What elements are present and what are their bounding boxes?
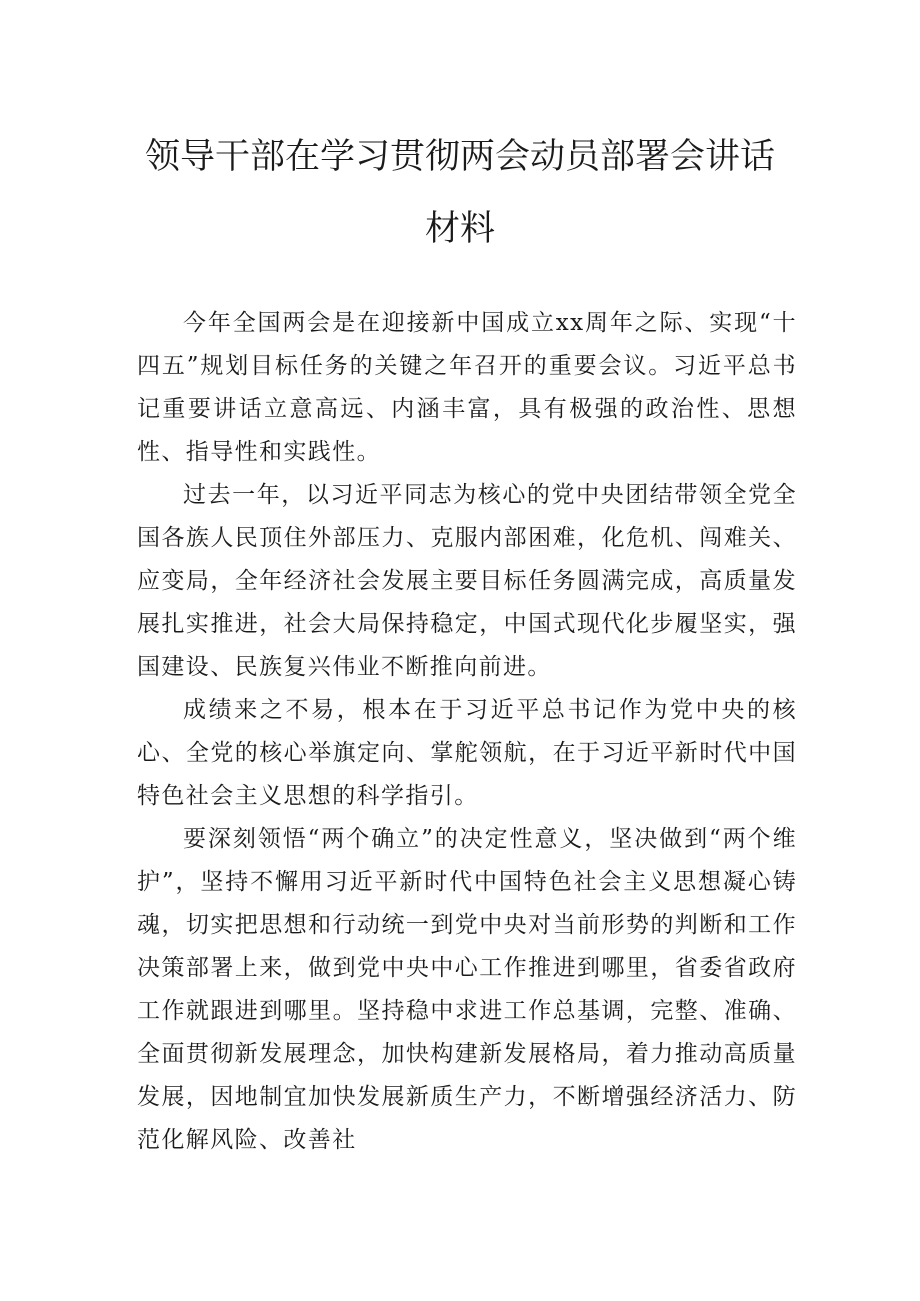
document-title-continued: 材料	[424, 209, 495, 249]
paragraph-1: 今年全国两会是在迎接新中国成立xx周年之际、实现“十四五”规划目标任务的关键之年召开的重要会议。习近平总书记重要讲话立意高远、内涵丰富，具有极强的政治性、思想性、指导性和实践性。	[137, 310, 797, 465]
paragraph-4: 要深刻领悟“两个确立”的决定性意义，坚决做到“两个维护”，坚持不懈用习近平新时代中国特色社会主义思想凝心铸魂，切实把思想和行动统一到党中央对当前形势的判断和工作决策部署上来，做到党中央中心工作推进到哪里，省委省政府工作就跟进到哪里。坚持稳中求进工作总基调，完整、准确、全面贯彻新发展理念，加快构建新发展格局，着力推动高质量发展，因地制宜加快发展新质生产力，不断增强经济活力、防范化解风险、改善社	[137, 826, 797, 1153]
document-title: 领导干部在学习贯彻两会动员部署会讲话	[144, 137, 775, 177]
document-body	[137, 302, 797, 1162]
paragraph-3: 成绩来之不易，根本在于习近平总书记作为党中央的核心、全党的核心举旗定向、掌舵领航，在于习近平新时代中国特色社会主义思想的科学指引。	[137, 697, 797, 809]
paragraph-2: 过去一年，以习近平同志为核心的党中央团结带领全党全国各族人民顶住外部压力、克服内部困难，化危机、闯难关、应变局，全年经济社会发展主要目标任务圆满完成，高质量发展扎实推进，社会大局保持稳定，中国式现代化步履坚实，强国建设、民族复兴伟业不断推向前进。	[137, 482, 797, 680]
